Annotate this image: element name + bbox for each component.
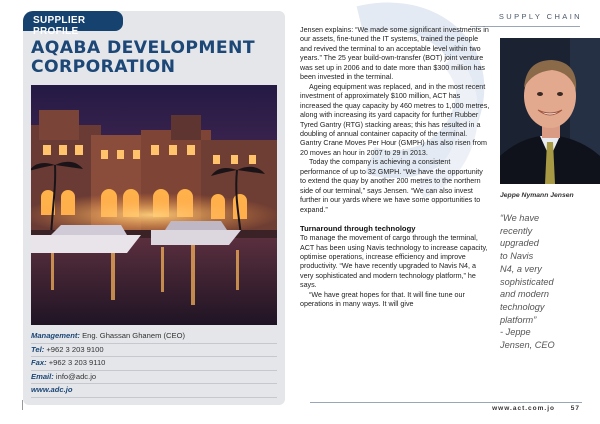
portrait-caption: Jeppe Nymann Jensen [500,192,574,199]
article-paragraph: “We have great hopes for that. It will fine tune our operations in many ways. It will give [300,290,465,309]
section-title: SUPPLY CHAIN [498,12,582,21]
portrait-photo [500,38,600,184]
contact-value: Eng. Ghassan Ghanem (CEO) [79,331,186,340]
website-link[interactable]: www.adc.jo [31,385,73,395]
footer-tick [22,400,23,410]
supplier-profile-tab: SUPPLIER PROFILE [23,11,123,31]
pull-quote-line: N4, a very [500,263,542,274]
article-paragraph: To manage the movement of cargo through the terminal, ACT has been using Navis technology to increase capacity, optimise operations, increase efficiency and improve productivity. “We have recently upgraded to Navis N4, a very sophisticated and modern technology platform,” he says. [300,234,488,290]
pull-quote-line: to Navis [500,251,534,262]
article-paragraph: Jensen explains: “We made some significant investments in our assets, fine-tuned the IT systems, trained the people and revived the terminal to an acceptable level within two years.” The 25 year build-own-transfer (BOT) joint venture was set up in 2006 and to date more than $300 million has been invested in the terminal. [300,26,489,82]
company-name-line-1: AQABA DEVELOPMENT [31,38,255,58]
pull-quote-line: “We have [500,213,540,223]
pull-quote-line: and modern [500,289,550,300]
company-name-line-2: CORPORATION [31,57,176,77]
contact-label: Email: [31,371,54,381]
contact-value[interactable]: info@adc.jo [53,371,97,381]
footer-rule [310,402,582,403]
contact-email [31,371,277,385]
footer-url[interactable]: www.act.com.jo [492,405,555,412]
pull-quote-line: technology [500,301,545,312]
contact-management [31,330,277,344]
contact-tel [31,344,277,358]
marina-illustration [31,85,277,325]
contact-label: Tel: [31,344,45,354]
pull-quote-line: sophisticated [500,276,554,287]
company-name [31,39,281,77]
article-subheading: Turnaround through technology [300,224,416,234]
contact-fax [31,357,277,371]
pull-quote-line: - Jeppe [500,327,531,338]
portrait-illustration [500,38,600,184]
contact-value: +962 3 203 9100 [44,344,104,354]
contact-value: +962 3 203 9110 [46,358,106,368]
article-body [300,26,490,310]
pull-quote-line: recently [500,225,533,236]
marina-night-photo [31,85,277,325]
pull-quote-line: platform” [500,314,537,325]
contact-label: Fax: [31,358,47,368]
page-number: 57 [570,405,580,412]
pull-quote-line: Jensen, CEO [500,340,555,351]
contact-label: Management: [31,331,80,340]
contact-list [31,330,277,398]
contact-website [31,384,277,398]
pull-quote-line: upgraded [500,238,539,249]
pull-quote [500,212,596,352]
article-paragraph: Ageing equipment was replaced, and in the most recent investment of approximately $100 million, ACT has increased the quay capacity by 460 metres to 1,000 metres, along with increasing its yard capacity for further Rubber Tyred Gantry (RTG) stacking areas; this has resulted in a doubling of annual container capacity of the terminal. Gantry Crane Moves Per Hour (GMPH) has also risen from 20 moves an hour in 2007 to 29 in 2013. [300,82,490,157]
article-paragraph: Today the company is achieving a consistent performance of up to 32 GMPH. “We have the opportunity to extend the quay by another 200 metres to the northern side of our terminal,” says Jensen. “We can also invest further in our yards where we have some opportunities to expand.” [300,158,483,214]
